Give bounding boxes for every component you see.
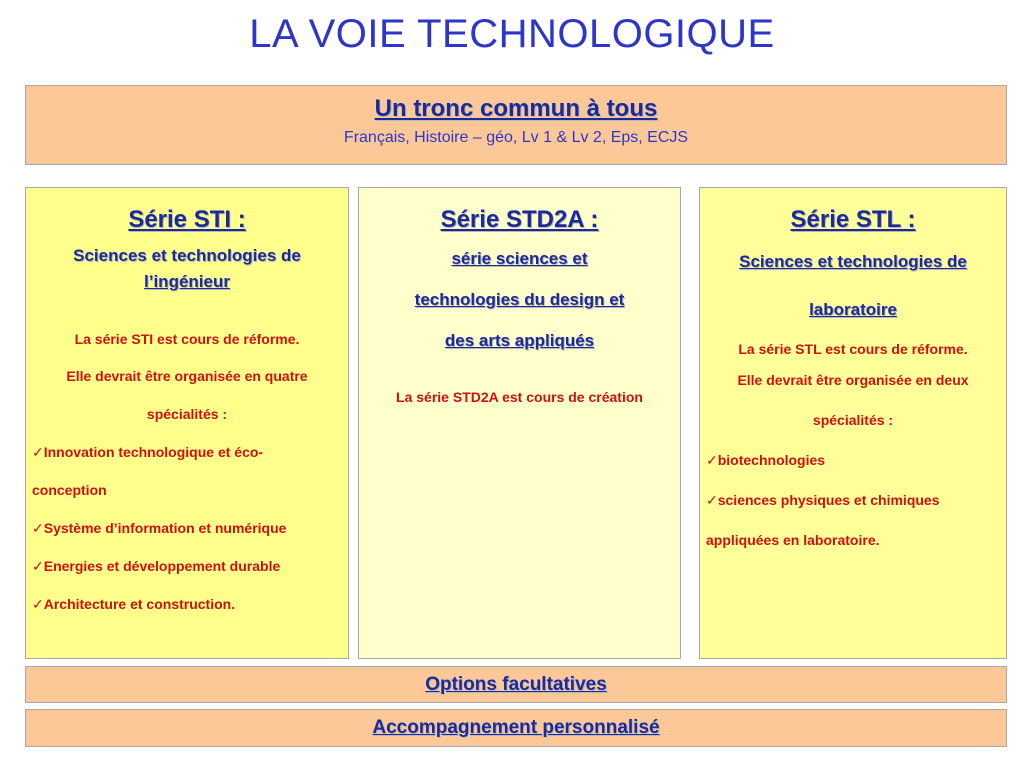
- list-item-continuation: conception: [32, 482, 107, 498]
- stl-subtitle-line-1: Sciences et technologies de: [739, 252, 967, 271]
- list-item: ✓biotechnologies: [706, 452, 826, 468]
- stl-subtitle: [700, 238, 1006, 334]
- optional-courses-label: Options facultatives: [425, 674, 607, 695]
- personalized-support-band: [25, 709, 1007, 747]
- std2a-note: La série STD2A est cours de création: [396, 389, 643, 405]
- stl-note-line-3: spécialités :: [812, 412, 894, 428]
- sti-subtitle-line-1: Sciences et technologies de: [73, 246, 301, 265]
- list-item: ✓Innovation technologique et éco-: [32, 444, 264, 460]
- check-icon: ✓: [32, 520, 44, 536]
- sti-note-line-1: La série STI est cours de réforme.: [74, 331, 300, 347]
- stl-note-line-2: Elle devrait être organisée en deux: [737, 372, 969, 388]
- stl-note-line-1: La série STL est cours de réforme.: [738, 341, 968, 357]
- std2a-subtitle-line-1: série sciences et: [451, 249, 588, 268]
- sti-note-line-3: spécialités :: [146, 406, 228, 422]
- list-item: ✓Architecture et construction.: [32, 596, 236, 612]
- common-core-heading: Un tronc commun à tous: [374, 95, 658, 122]
- stl-specialty-list: [700, 440, 1006, 560]
- personalized-support-label: Accompagnement personnalisé: [372, 717, 660, 738]
- stl-title: Série STL :: [790, 206, 916, 233]
- sti-subtitle: [26, 243, 348, 295]
- list-item: ✓Energies et développement durable: [32, 558, 281, 574]
- stl-panel: [699, 187, 1007, 659]
- check-icon: ✓: [32, 444, 44, 460]
- std2a-subtitle-line-2: technologies du design et: [414, 290, 625, 309]
- sti-title: Série STI :: [128, 206, 246, 233]
- page-title: LA VOIE TECHNOLOGIQUE: [249, 12, 775, 56]
- optional-courses-band: [25, 666, 1007, 703]
- sti-specialty-list: [26, 433, 348, 623]
- std2a-subtitle-line-3: des arts appliqués: [444, 331, 595, 350]
- list-item-continuation: appliquées en laboratoire.: [706, 532, 880, 548]
- list-item: ✓sciences physiques et chimiques: [706, 492, 940, 508]
- sti-note-line-2: Elle devrait être organisée en quatre: [66, 368, 308, 384]
- std2a-subtitle: [359, 238, 680, 361]
- sti-subtitle-line-2: l’ingénieur: [144, 272, 230, 291]
- check-icon: ✓: [32, 558, 44, 574]
- check-icon: ✓: [32, 596, 44, 612]
- common-core-band: [25, 85, 1007, 165]
- check-icon: ✓: [706, 452, 718, 468]
- stl-note: [700, 336, 1006, 440]
- common-core-subjects: Français, Histoire – géo, Lv 1 & Lv 2, Eps, ECJS: [343, 129, 689, 146]
- check-icon: ✓: [706, 492, 718, 508]
- std2a-title: Série STD2A :: [440, 206, 599, 233]
- sti-panel: [25, 187, 349, 659]
- std2a-panel: [358, 187, 681, 659]
- stl-subtitle-line-2: laboratoire: [809, 300, 897, 319]
- sti-note: [26, 327, 348, 433]
- list-item: ✓Système d’information et numérique: [32, 520, 287, 536]
